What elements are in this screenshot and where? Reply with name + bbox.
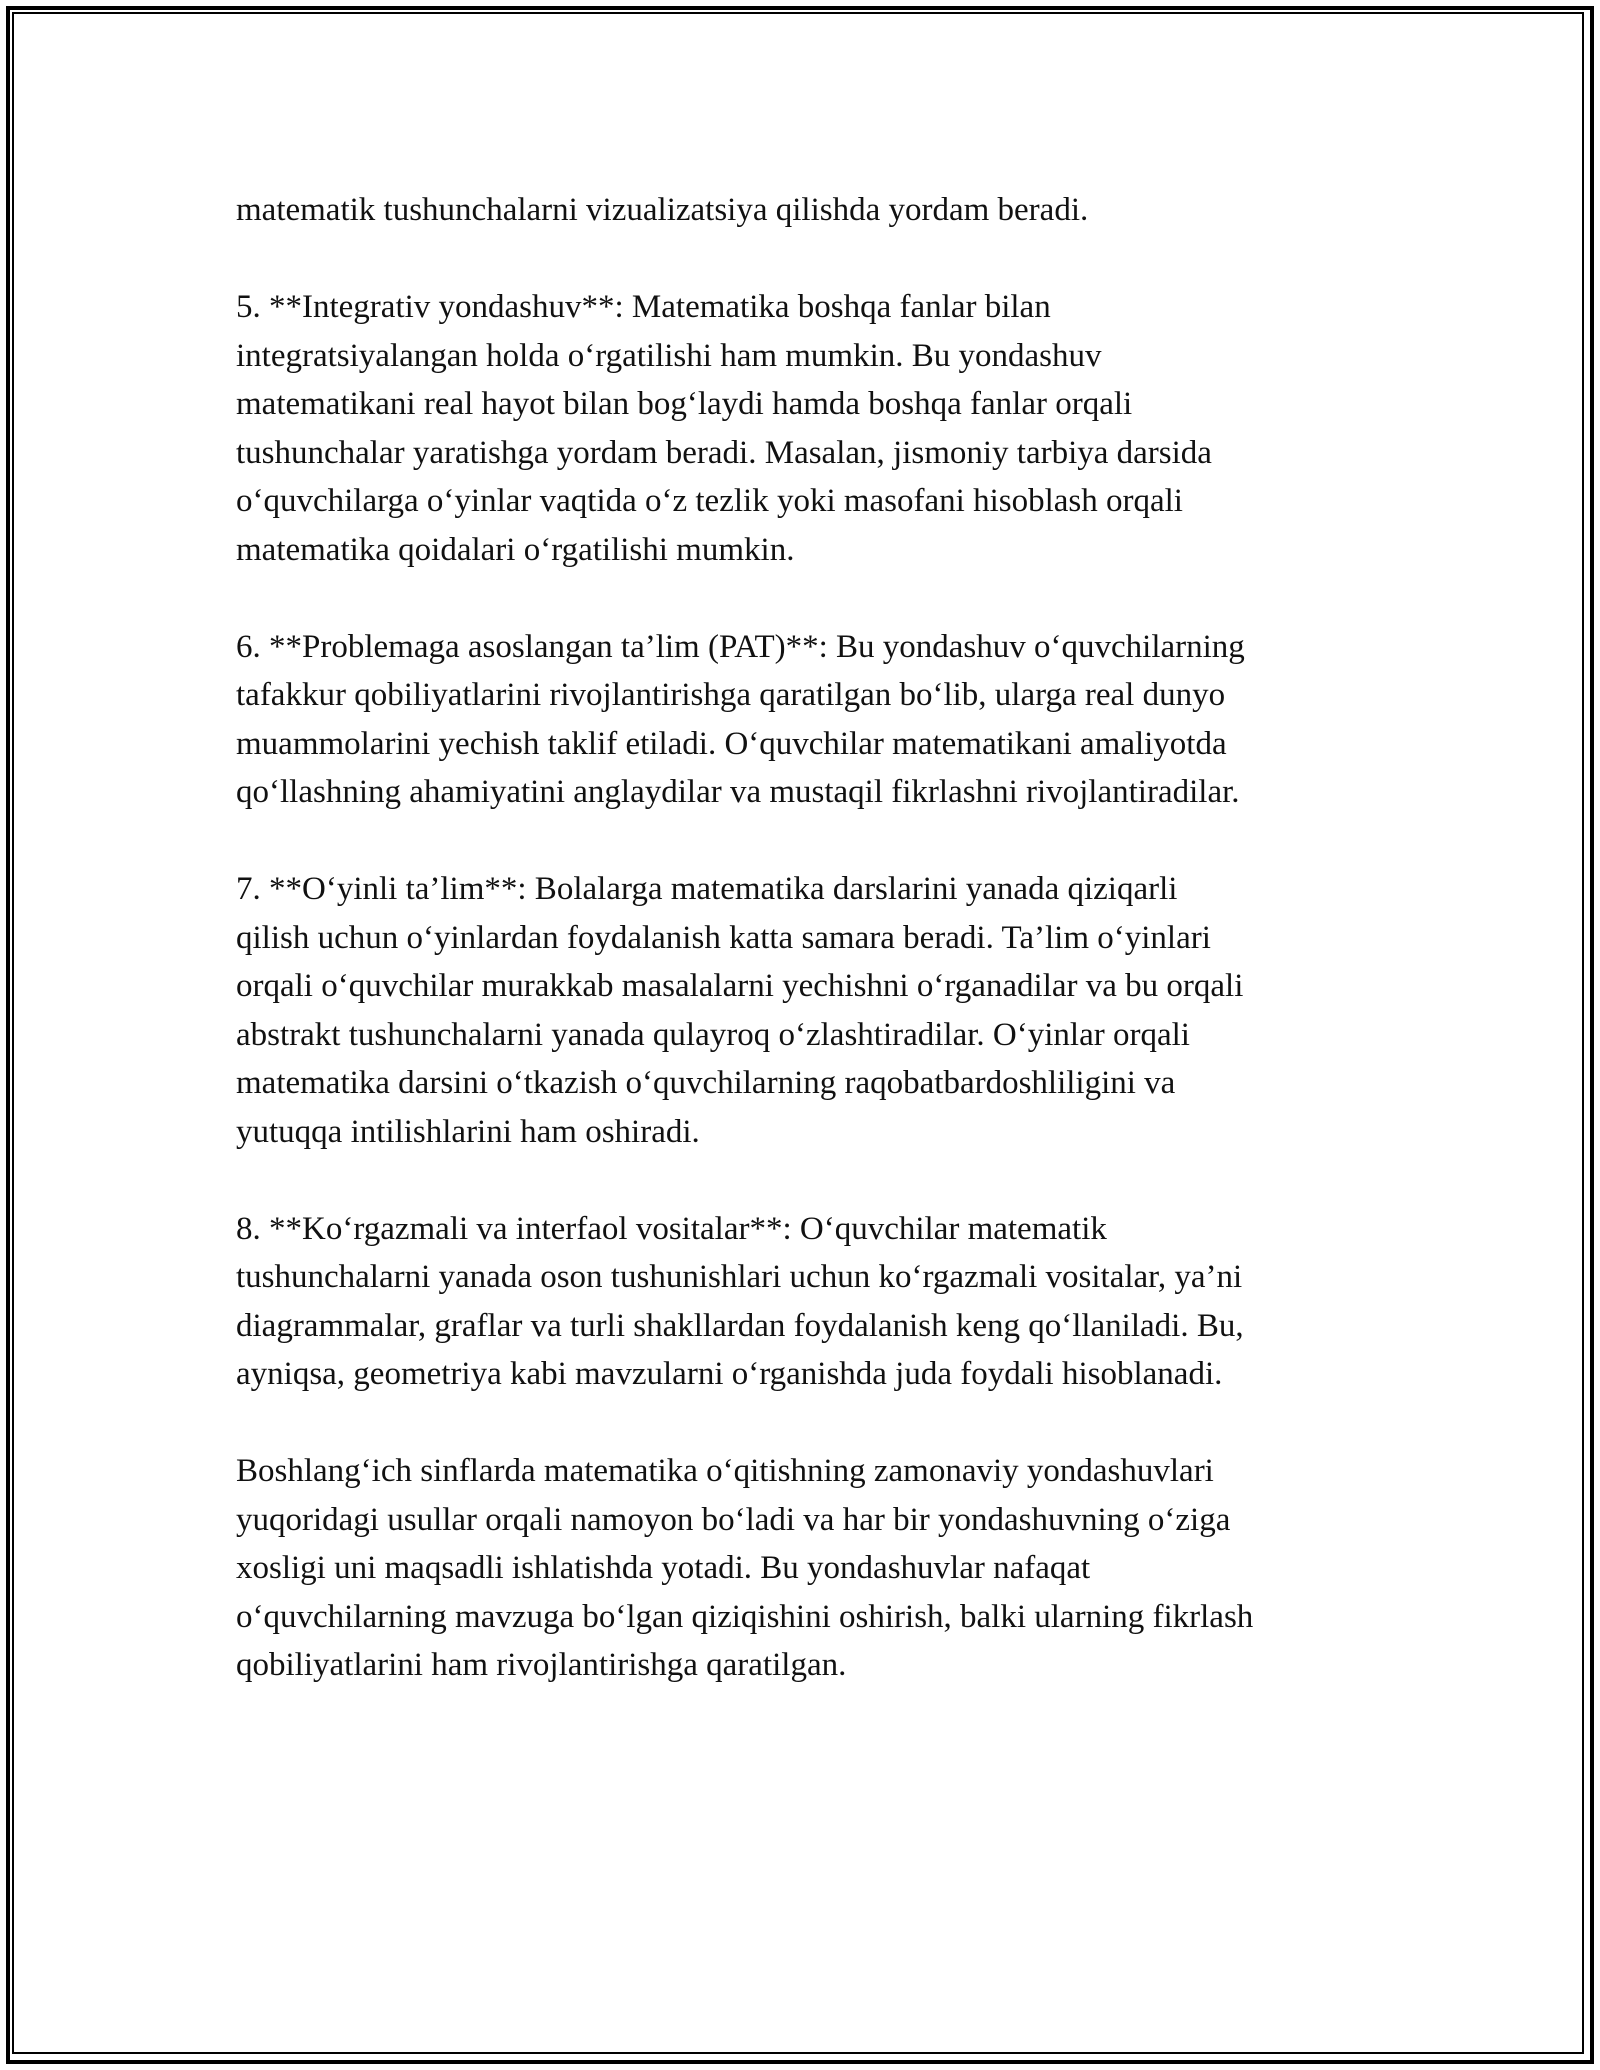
paragraph-item-8 — [236, 1205, 1376, 1399]
text-line: tafakkur qobiliyatlarini rivojlantirishga qaratilgan boʻlib, ularga real dunyo — [236, 677, 1226, 713]
text-line: matematik tushunchalarni vizualizatsiya qilishda yordam beradi. — [236, 192, 1089, 228]
text-line: Boshlangʻich sinflarda matematika oʻqitishning zamonaviy yondashuvlari — [236, 1453, 1214, 1489]
text-line: tushunchalarni yanada oson tushunishlari uchun koʻrgazmali vositalar, ya’ni — [236, 1259, 1243, 1295]
text-line: abstrakt tushunchalarni yanada qulayroq oʻzlashtiradilar. Oʻyinlar orqali — [236, 1016, 1190, 1053]
text-line: ayniqsa, geometriya kabi mavzularni oʻrganishda juda foydali hisoblanadi. — [236, 1356, 1223, 1392]
text-line: qoʻllashning ahamiyatini anglaydilar va mustaqil fikrlashni rivojlantiradilar. — [236, 774, 1240, 810]
document-body — [236, 186, 1376, 1738]
text-line: qilish uchun oʻyinlardan foydalanish katta samara beradi. Ta’lim oʻyinlari — [236, 919, 1211, 956]
text-line: oʻquvchilarga oʻyinlar vaqtida oʻz tezlik yoki masofani hisoblash orqali — [236, 483, 1183, 519]
text-line: oʻquvchilarning mavzuga boʻlgan qiziqishini oshirish, balki ularning fikrlash — [236, 1598, 1254, 1635]
text-line: xosligi uni maqsadli ishlatishda yotadi. Bu yondashuvlar nafaqat — [236, 1550, 1091, 1586]
text-line: diagrammalar, graflar va turli shakllardan foydalanish keng qoʻllaniladi. Bu, — [236, 1307, 1244, 1344]
text-line: qobiliyatlarini ham rivojlantirishga qaratilgan. — [236, 1647, 847, 1683]
text-line: matematika qoidalari oʻrgatilishi mumkin. — [236, 531, 795, 568]
text-line: tushunchalar yaratishga yordam beradi. Masalan, jismoniy tarbiya darsida — [236, 434, 1212, 471]
paragraph-conclusion — [236, 1447, 1376, 1690]
paragraph-item-7 — [236, 865, 1376, 1156]
text-line: muammolarini yechish taklif etiladi. Oʻquvchilar matematikani amaliyotda — [236, 725, 1227, 762]
text-line: 8. **Koʻrgazmali va interfaol vositalar**: Oʻquvchilar matematik — [236, 1210, 1107, 1247]
text-line: integratsiyalangan holda oʻrgatilishi ham mumkin. Bu yondashuv — [236, 337, 1102, 374]
text-line: yutuqqa intilishlarini ham oshiradi. — [236, 1113, 700, 1150]
text-line: 6. **Problemaga asoslangan ta’lim (PAT)**: Bu yondashuv oʻquvchilarning — [236, 628, 1245, 665]
paragraph-item-5 — [236, 283, 1376, 574]
text-line: 5. **Integrativ yondashuv**: Matematika boshqa fanlar bilan — [236, 289, 1051, 325]
paragraph-item-6 — [236, 623, 1376, 817]
text-line: matematikani real hayot bilan bogʻlaydi hamda boshqa fanlar orqali — [236, 386, 1133, 422]
text-line: matematika darsini oʻtkazish oʻquvchilarning raqobatbardoshliligini va — [236, 1065, 1176, 1101]
paragraph-continuation — [236, 186, 1376, 235]
text-line: yuqoridagi usullar orqali namoyon boʻladi va har bir yondashuvning oʻziga — [236, 1501, 1231, 1538]
text-line: 7. **Oʻyinli ta’lim**: Bolalarga matematika darslarini yanada qiziqarli — [236, 871, 1178, 907]
text-line: orqali oʻquvchilar murakkab masalalarni yechishni oʻrganadilar va bu orqali — [236, 968, 1244, 1004]
